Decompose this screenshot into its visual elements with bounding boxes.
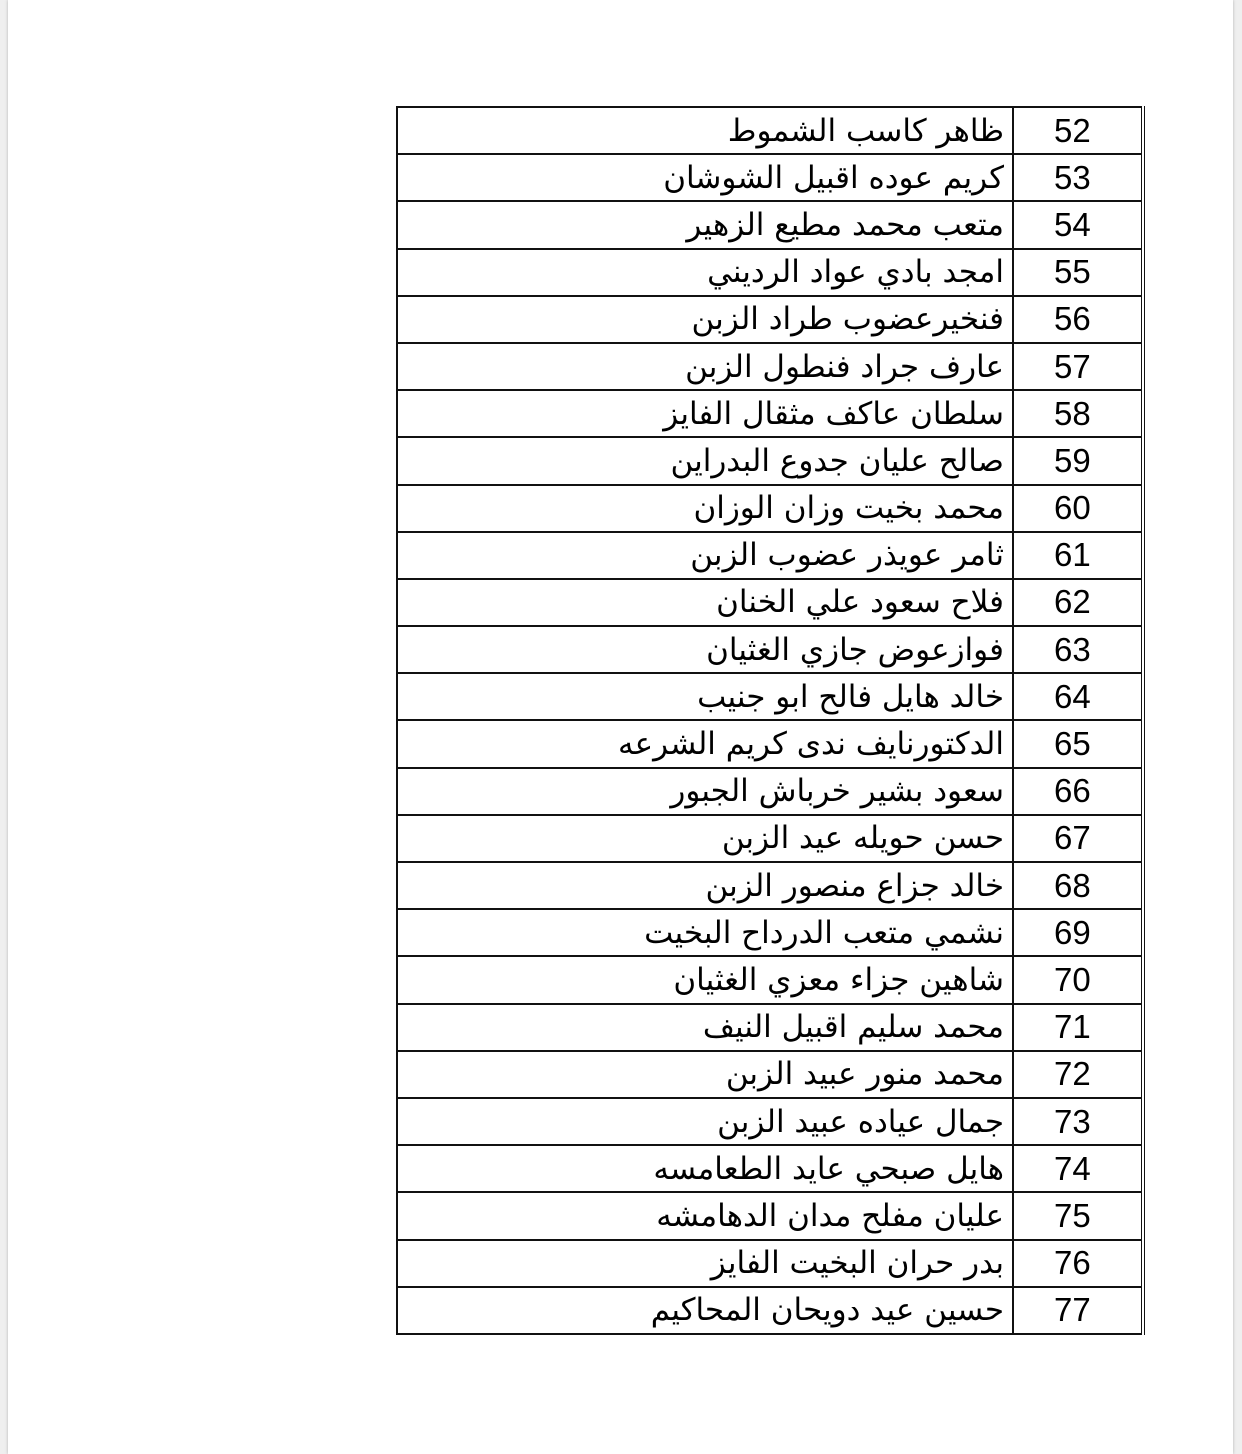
name-cell: محمد سليم اقبيل النيف <box>397 1004 1013 1051</box>
table-row <box>397 1145 1143 1192</box>
name-cell: حسن حويله عيد الزبن <box>397 815 1013 862</box>
table-row <box>397 201 1143 248</box>
table-row <box>397 532 1143 579</box>
number-cell: 55 <box>1013 249 1143 296</box>
table-row <box>397 673 1143 720</box>
name-cell: ظاهر كاسب الشموط <box>397 107 1013 154</box>
name-cell: فنخيرعضوب طراد الزبن <box>397 296 1013 343</box>
number-cell: 69 <box>1013 909 1143 956</box>
name-cell: عليان مفلح مدان الدهامشه <box>397 1192 1013 1239</box>
table-row <box>397 956 1143 1003</box>
name-cell: كريم عوده اقبيل الشوشان <box>397 154 1013 201</box>
number-cell: 74 <box>1013 1145 1143 1192</box>
number-cell: 76 <box>1013 1240 1143 1287</box>
number-cell: 60 <box>1013 485 1143 532</box>
number-cell: 64 <box>1013 673 1143 720</box>
name-cell: هايل صبحي عايد الطعامسه <box>397 1145 1013 1192</box>
number-cell: 65 <box>1013 720 1143 767</box>
number-cell: 56 <box>1013 296 1143 343</box>
number-cell: 62 <box>1013 579 1143 626</box>
name-cell: عارف جراد فنطول الزبن <box>397 343 1013 390</box>
table-body <box>397 107 1143 1334</box>
table-row <box>397 437 1143 484</box>
name-cell: متعب محمد مطيع الزهير <box>397 201 1013 248</box>
number-cell: 72 <box>1013 1051 1143 1098</box>
name-cell: سعود بشير خرباش الجبور <box>397 768 1013 815</box>
table-row <box>397 1004 1143 1051</box>
table-row <box>397 390 1143 437</box>
number-cell: 63 <box>1013 626 1143 673</box>
table-row <box>397 154 1143 201</box>
number-cell: 61 <box>1013 532 1143 579</box>
table-row <box>397 768 1143 815</box>
table-row <box>397 485 1143 532</box>
table-row <box>397 626 1143 673</box>
table-row <box>397 107 1143 154</box>
name-cell: نشمي متعب الدرداح البخيت <box>397 909 1013 956</box>
number-cell: 57 <box>1013 343 1143 390</box>
name-cell: حسين عيد دويحان المحاكيم <box>397 1287 1013 1334</box>
name-cell: محمد بخيت وزان الوزان <box>397 485 1013 532</box>
names-table <box>396 106 1145 1335</box>
table-row <box>397 579 1143 626</box>
number-cell: 58 <box>1013 390 1143 437</box>
number-cell: 70 <box>1013 956 1143 1003</box>
number-cell: 53 <box>1013 154 1143 201</box>
table-row <box>397 1287 1143 1334</box>
table-row <box>397 296 1143 343</box>
name-cell: فلاح سعود علي الخنان <box>397 579 1013 626</box>
table-row <box>397 1240 1143 1287</box>
table-row <box>397 1051 1143 1098</box>
table-row <box>397 909 1143 956</box>
number-cell: 77 <box>1013 1287 1143 1334</box>
name-cell: شاهين جزاء معزي الغثيان <box>397 956 1013 1003</box>
number-cell: 66 <box>1013 768 1143 815</box>
number-cell: 59 <box>1013 437 1143 484</box>
number-cell: 68 <box>1013 862 1143 909</box>
number-cell: 52 <box>1013 107 1143 154</box>
name-cell: سلطان عاكف مثقال الفايز <box>397 390 1013 437</box>
name-cell: بدر حران البخيت الفايز <box>397 1240 1013 1287</box>
name-cell: الدكتورنايف ندى كريم الشرعه <box>397 720 1013 767</box>
table-row <box>397 815 1143 862</box>
name-cell: فوازعوض جازي الغثيان <box>397 626 1013 673</box>
document-page <box>8 0 1233 1454</box>
number-cell: 67 <box>1013 815 1143 862</box>
table-row <box>397 1192 1143 1239</box>
number-cell: 71 <box>1013 1004 1143 1051</box>
table-row <box>397 249 1143 296</box>
number-cell: 75 <box>1013 1192 1143 1239</box>
name-cell: صالح عليان جدوع البدراين <box>397 437 1013 484</box>
name-cell: جمال عياده عبيد الزبن <box>397 1098 1013 1145</box>
table-row <box>397 720 1143 767</box>
name-cell: محمد منور عبيد الزبن <box>397 1051 1013 1098</box>
number-cell: 73 <box>1013 1098 1143 1145</box>
table-row <box>397 1098 1143 1145</box>
name-cell: ثامر عويذر عضوب الزبن <box>397 532 1013 579</box>
table-row <box>397 862 1143 909</box>
table-row <box>397 343 1143 390</box>
number-cell: 54 <box>1013 201 1143 248</box>
name-cell: امجد بادي عواد الرديني <box>397 249 1013 296</box>
name-cell: خالد جزاع منصور الزبن <box>397 862 1013 909</box>
name-cell: خالد هايل فالح ابو جنيب <box>397 673 1013 720</box>
